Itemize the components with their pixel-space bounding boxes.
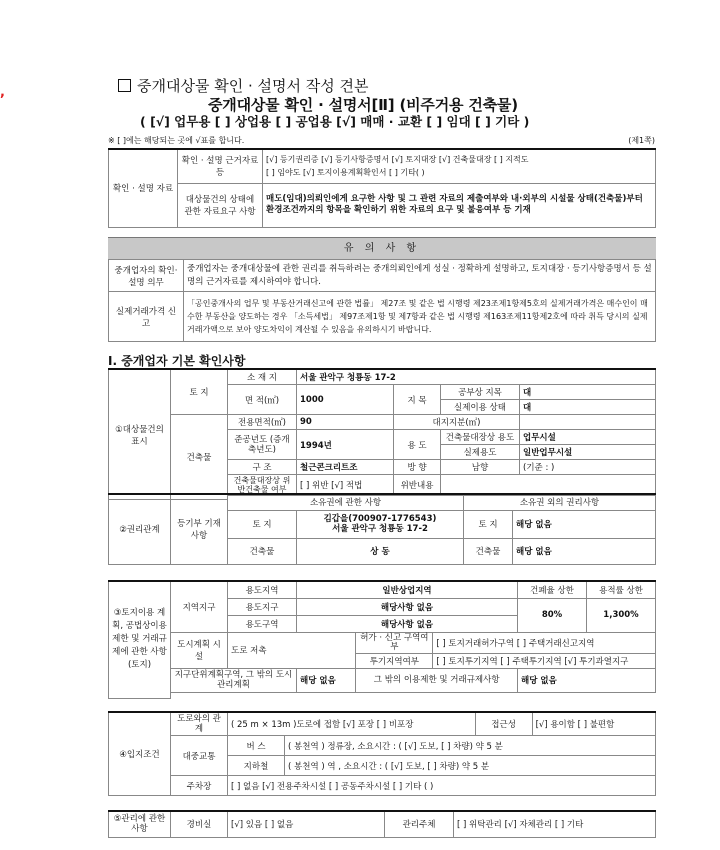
- s1-ledger-use: 업무시설: [520, 430, 656, 445]
- checkbox-square-icon: [118, 79, 131, 92]
- s3-yongdo-area-label: 용도지역: [228, 581, 297, 598]
- s1-label: ①대상물건의 표시: [109, 369, 171, 500]
- s3-spec: [ ] 토지투기지역 [ ] 주택투기지역 [√] 투기과열지구: [433, 653, 656, 668]
- s3-yongdo-zone: 해당사항 없음: [297, 615, 518, 632]
- s4-road: ( 25 m × 13m )도로에 접함 [√] 포장 [ ] 비포장: [228, 712, 476, 736]
- s1-built-year-label: 준공년도 (증개축년도): [228, 430, 297, 460]
- confirm-row1-label: 확인 · 설명 근거자료 등: [178, 149, 263, 183]
- s3-yongdo-district-label: 용도지구: [228, 598, 297, 615]
- s3-district-plan: 해당 없음: [297, 668, 356, 692]
- red-pen-mark: ,: [0, 85, 5, 100]
- s3-table: [108, 580, 656, 699]
- s4-access: [√] 용이함 [ ] 불편함: [532, 712, 655, 736]
- s1-area: 1000: [297, 385, 394, 415]
- s2-bldg-label: 건축물: [228, 538, 297, 564]
- s1-violation-label: 건축물대장상 위반건축물 여부: [228, 475, 297, 496]
- s1-addr-label: 소 재 지: [228, 369, 297, 385]
- caution-row1-label: 중개업자의 확인·설명 의무: [109, 260, 184, 292]
- s2-other-header: 소유권 외의 권리사항: [464, 494, 656, 510]
- s4-parking: [ ] 없음 [√] 전용주차시설 [ ] 공동주차시설 [ ] 기타 ( ): [228, 776, 656, 796]
- confirm-row2-label: 대상물건의 상태에 관한 자료요구 사항: [178, 183, 263, 227]
- s5-guard: [√] 있음 [ ] 없음: [228, 811, 385, 837]
- confirm-header: 확인 · 설명 자료: [109, 149, 178, 227]
- s1-violation-opts: [ ] 위반 [√] 적법: [297, 475, 394, 496]
- caution-row2-value: 「공인중개사의 업무 및 부동산거래신고에 관한 법률」 제27조 및 같은 법 시행령 제23조제1항제5호의 실제거래가격은 매수인이 매수한 부동산을 양도하는 경우 「소득세법」 제97조제1항 및 제7항과 같은 법 시행령 제163조제11항제2호에 따라 취득 당시의 실제거래가액으로 보아 양도차익이 계산될 수 있음을 유의하시기 바랍니다.: [184, 292, 656, 342]
- s1-area-label: 면 적(㎡): [228, 385, 297, 415]
- s1-public-jimok: 대: [520, 385, 656, 400]
- page-number: (제1쪽): [628, 136, 655, 145]
- caution-row1-value: 중개업자는 중개대상물에 관한 권리를 취득하려는 중개의뢰인에게 성실 · 정확하게 설명하고, 토지대장 · 등기사항증명서 등 설명의 근거자료를 제시하여야 합니다.: [184, 260, 656, 292]
- s1-addr: 서울 관악구 청룡동 17-2: [297, 369, 656, 385]
- s3-yongdo-district: 해당사항 없음: [297, 598, 518, 615]
- s2-other-bldg: 해당 없음: [513, 538, 656, 564]
- s1-built-year: 1994년: [297, 430, 394, 460]
- s1-ledger-use-label: 건축물대장상 용도: [441, 430, 520, 445]
- s2-sub-label: 등기부 기재사항: [171, 494, 228, 564]
- s1-struct-label: 구 조: [228, 460, 297, 475]
- s5-guard-label: 경비실: [171, 811, 228, 837]
- s1-actual-use: 대: [520, 400, 656, 415]
- s3-spacer: [171, 692, 656, 698]
- caution-band: 유 의 사 항: [108, 237, 656, 260]
- s2-table: [108, 493, 656, 565]
- s2-label: ②권리관계: [109, 494, 171, 564]
- s4-access-label: 접근성: [475, 712, 532, 736]
- s1-real-use-label: 실제용도: [441, 445, 520, 460]
- s3-yongdo-area: 일반상업지역: [297, 581, 518, 598]
- s3-yongdo-zone-label: 용도구역: [228, 615, 297, 632]
- s4-subway: ( 봉천역 ) 역 , 소요시간 : ( [√] 도보, [ ] 차량) 약 5 분: [285, 756, 656, 776]
- s4-subway-label: 지하철: [228, 756, 285, 776]
- s1-excl-area-label: 전용면적(㎡): [228, 415, 297, 430]
- s3-label: ③토지이용 계획, 공법상이용 제한 및 거래규제에 관한 사항 (토지): [109, 581, 171, 698]
- s4-bus-label: 버 스: [228, 736, 285, 756]
- confirm-row1-value: [√] 등기권리증 [√] 등기사항증명서 [√] 토지대장 [√] 건축물대장 [ ] 지적도 [ ] 임야도 [√] 토지이용계획확인서 [ ] 기타( ): [263, 149, 656, 183]
- s1-land-share: [520, 415, 656, 430]
- s3-city-plan: 도로 저촉: [228, 632, 356, 668]
- s5-mgmt-label: 관리주체: [385, 811, 454, 837]
- s1-public-jimok-label: 공부상 지목: [441, 385, 520, 400]
- s4-label: ④입지조건: [109, 712, 171, 796]
- s2-land-label: 토 지: [228, 510, 297, 538]
- s1-dir-label: 방 향: [394, 460, 441, 475]
- confirm-table: [108, 148, 656, 228]
- s1-land-label: 토 지: [171, 369, 228, 415]
- s3-far-label: 용적률 상한: [587, 581, 656, 598]
- s1-table: [108, 368, 656, 500]
- s1-jimok-label: 지 목: [394, 385, 441, 415]
- s3-permit: [ ] 토지거래허가구역 [ ] 주택거래신고지역: [433, 632, 656, 653]
- form-type-options: ( [√] 업무용 [ ] 상업용 [ ] 공업용 [√] 매매 · 교환 [ ] 임대 [ ] 기타 ): [140, 114, 530, 129]
- s1-struct: 철근콘크리트조: [297, 460, 394, 475]
- s2-land2-label: 토 지: [464, 510, 513, 538]
- section1-title: Ⅰ. 중개업자 기본 확인사항: [108, 354, 246, 368]
- s5-mgmt: [ ] 위탁관리 [√] 자체관리 [ ] 기타: [454, 811, 656, 837]
- s1-dir-basis: (기준 : ): [520, 460, 656, 475]
- s4-parking-label: 주차장: [171, 776, 228, 796]
- caution-row2-label: 실제거래가격 신고: [109, 292, 184, 342]
- s3-permit-label: 허가 · 신고 구역여부: [356, 632, 433, 653]
- s2-own-header: 소유권에 관한 사항: [228, 494, 464, 510]
- s3-zone-label: 지역지구: [171, 581, 228, 632]
- instruction-note-row: [108, 135, 655, 146]
- s3-district-plan-label: 지구단위계획구역, 그 밖의 도시관리계획: [171, 668, 297, 692]
- s2-own-bldg: 상 동: [297, 538, 464, 564]
- s2-other-land: 해당 없음: [513, 510, 656, 538]
- s2-own-land: 김갑을(700907-1776543) 서울 관악구 청룡동 17-2: [297, 510, 464, 538]
- instruction-note: ※ [ ]에는 해당되는 곳에 √표를 합니다.: [108, 136, 245, 145]
- sample-title: 중개대상물 확인 · 설명서 작성 견본: [118, 75, 368, 96]
- confirm-row2-value: 매도(임대)의뢰인에게 요구한 사항 및 그 관련 자료의 제출여부와 내·외부의 시설물 상태(건축물)부터 환경조건까지의 항목을 확인하기 위한 자료의 요구 및 불응여부 등 기재: [263, 183, 656, 227]
- form-title: 중개대상물 확인 · 설명서[Ⅱ] (비주거용 건축물): [208, 96, 518, 114]
- s4-road-label: 도로와의 관계: [171, 712, 228, 736]
- s1-use-label: 용 도: [394, 430, 441, 460]
- s4-transit-label: 대중교통: [171, 736, 228, 776]
- s1-violation-content-label: 위반내용: [394, 475, 441, 496]
- s1-dir-value: 남향: [441, 460, 520, 475]
- s3-other-limit-label: 그 밖의 이용제한 및 거래규제사항: [356, 668, 518, 692]
- s4-table: [108, 711, 656, 796]
- s3-far: 1,300%: [587, 598, 656, 632]
- caution-table: [108, 259, 656, 342]
- s1-land-share-label: 대지지분(㎡): [394, 415, 520, 430]
- s1-bldg-label: 건축물: [171, 415, 228, 500]
- s3-bcr-label: 건폐율 상한: [518, 581, 587, 598]
- s4-bus: ( 봉천역 ) 정류장, 소요시간 : ( [√] 도보, [ ] 차량) 약 5 분: [285, 736, 656, 756]
- s2-bldg2-label: 건축물: [464, 538, 513, 564]
- s3-spec-label: 투기지역여부: [356, 653, 433, 668]
- s3-bcr: 80%: [518, 598, 587, 632]
- s1-real-use: 일반업무시설: [520, 445, 656, 460]
- s5-label: ⑤관리에 관한사항: [109, 811, 171, 837]
- s3-other-limit: 해당 없음: [518, 668, 656, 692]
- s1-actual-use-label: 실제이용 상태: [441, 400, 520, 415]
- s1-excl-area: 90: [297, 415, 394, 430]
- s5-table: [108, 810, 656, 838]
- s3-city-plan-label: 도시계획 시설: [171, 632, 228, 668]
